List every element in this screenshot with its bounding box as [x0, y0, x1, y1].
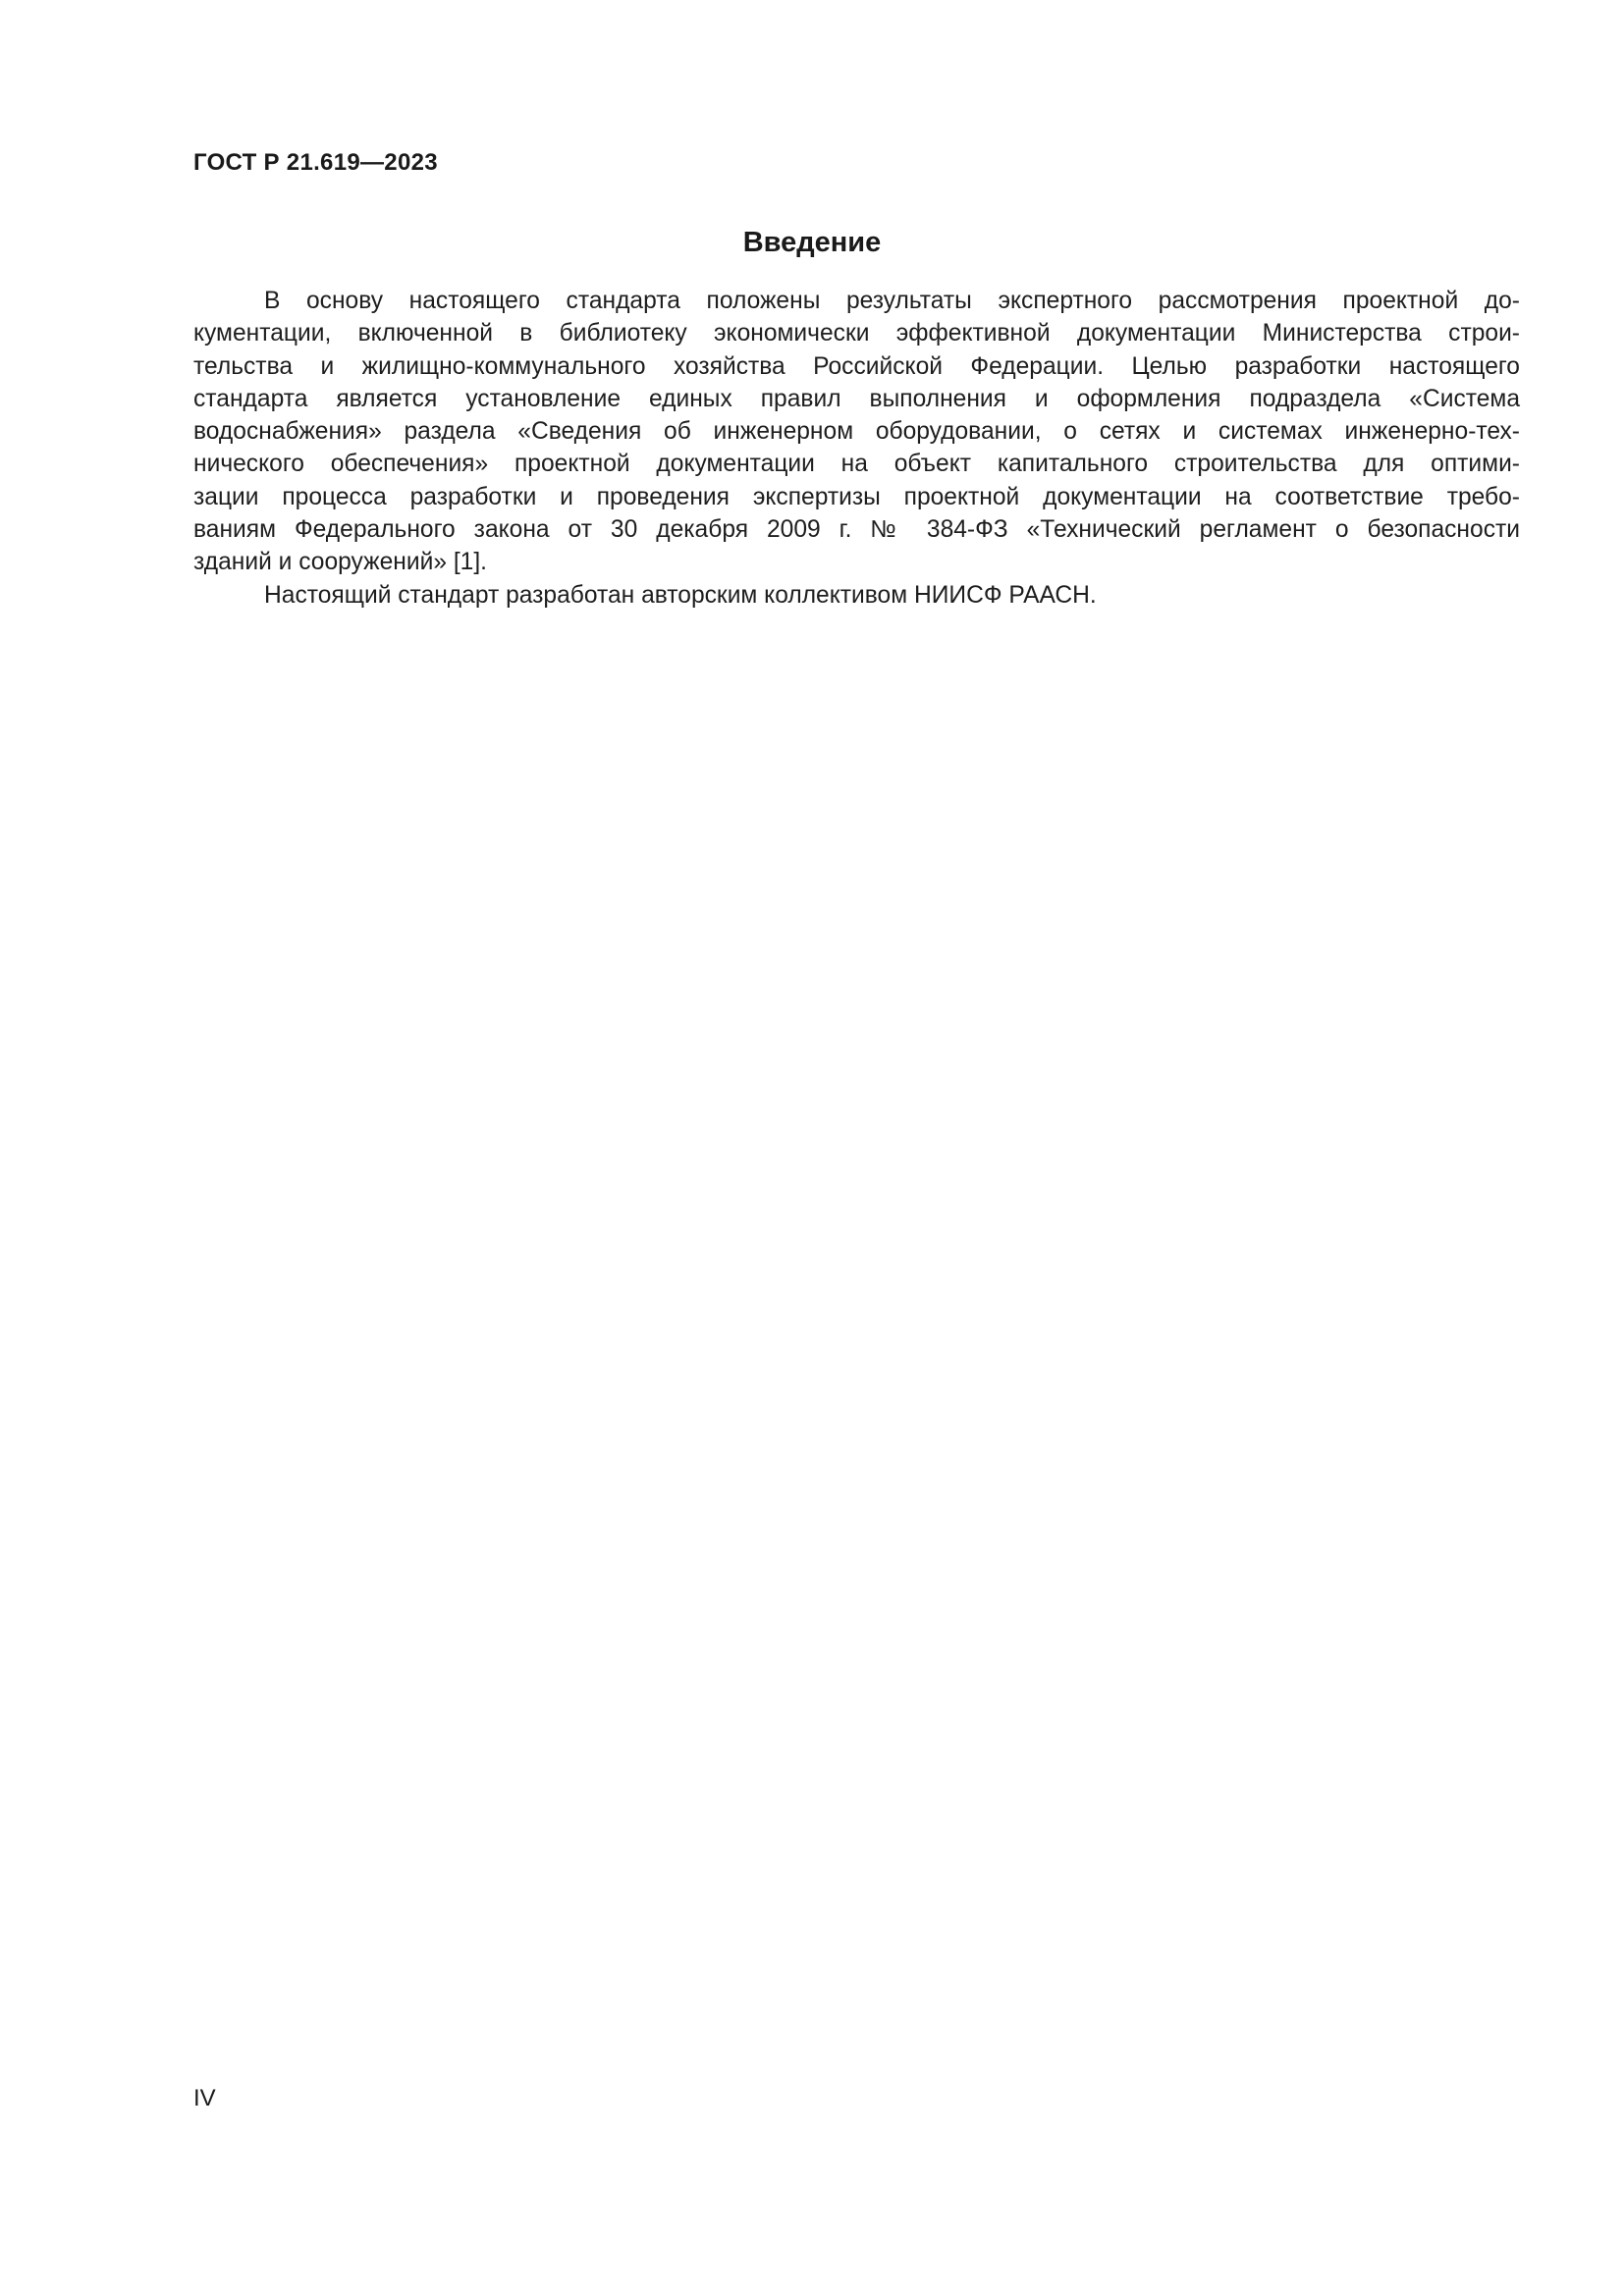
page-number: IV: [193, 2085, 216, 2111]
text-line: ваниям Федерального закона от 30 декабря 2009 г. № 384-ФЗ «Технический регламент о безопасности: [193, 516, 1520, 544]
text-line: зданий и сооружений» [1].: [193, 549, 488, 576]
section-title: Введение: [742, 227, 882, 258]
paragraph: [193, 285, 1520, 579]
text-line: Настоящий стандарт разработан авторским коллективом НИИСФ РААСН.: [264, 581, 1097, 609]
text-line: водоснабжения» раздела «Сведения об инженерном оборудовании, о сетях и системах инженерно-тех-: [193, 418, 1520, 446]
text-line: тельства и жилищно-коммунального хозяйства Российской Федерации. Целью разработки настоящего: [193, 352, 1520, 380]
text-line: кументации, включенной в библиотеку экономически эффективной документации Министерства строи-: [193, 320, 1520, 347]
introduction-body: [193, 285, 1520, 612]
text-line: нического обеспечения» проектной документации на объект капитального строительства для оптими-: [193, 451, 1520, 478]
text-line: стандарта является установление единых правил выполнения и оформления подраздела «Система: [193, 385, 1520, 412]
text-line: зации процесса разработки и проведения экспертизы проектной документации на соответствие требо-: [193, 483, 1520, 510]
text-line: В основу настоящего стандарта положены результаты экспертного рассмотрения проектной до-: [264, 288, 1520, 314]
document-code: ГОСТ Р 21.619—2023: [193, 149, 438, 176]
paragraph: [193, 579, 1520, 612]
